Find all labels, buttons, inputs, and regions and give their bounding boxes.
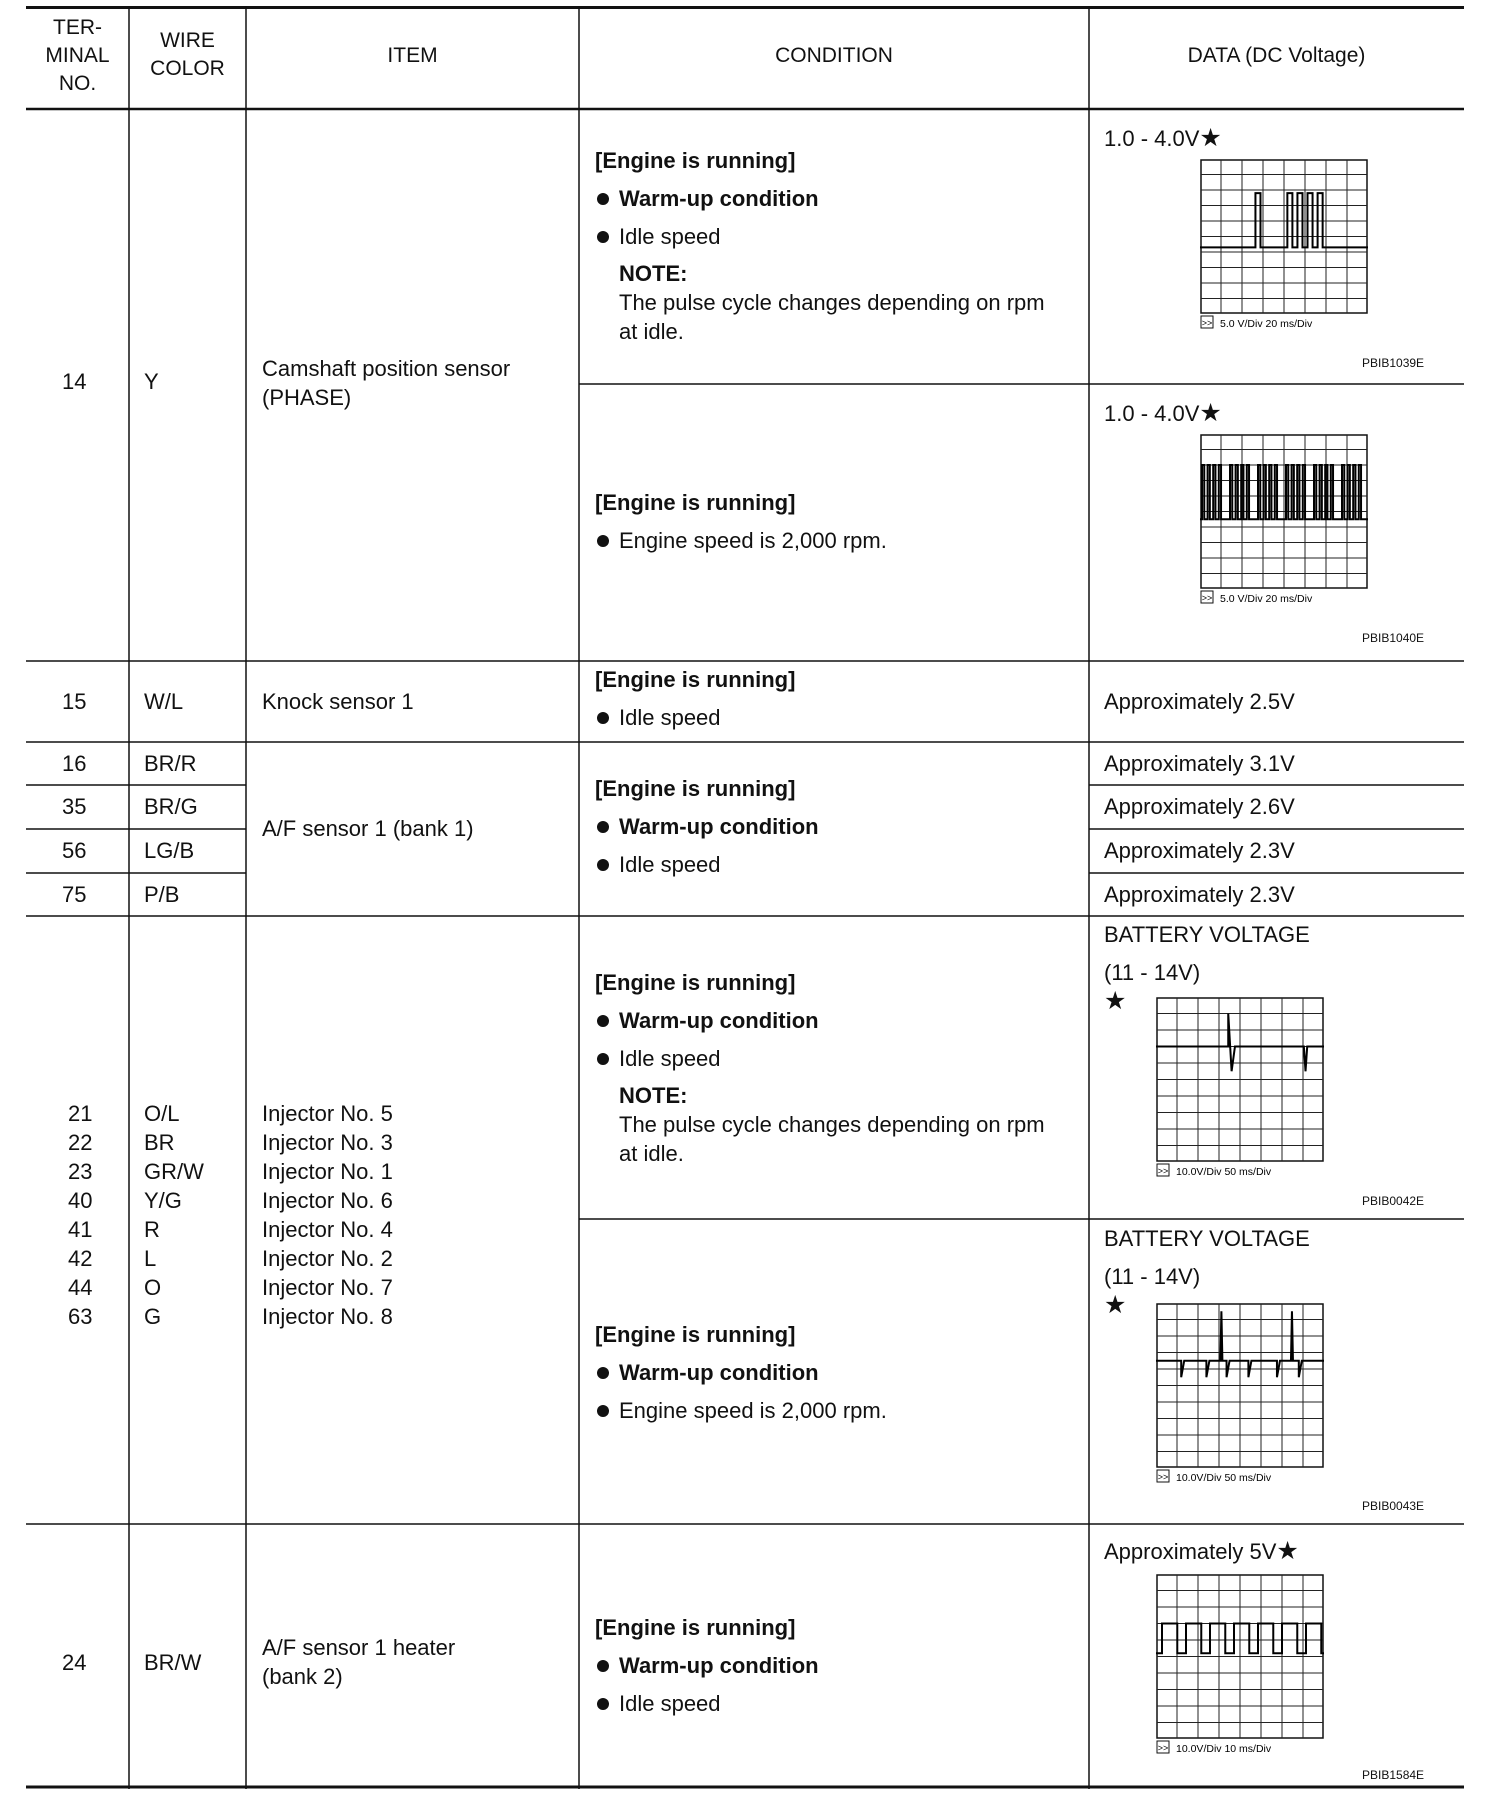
scope-scale-label: 5.0 V/Div 20 ms/Div [1220,593,1313,605]
wire-color: BR/G [144,794,198,819]
scope-marker-glyph: >> [1157,1743,1169,1753]
star-icon: ★ [1199,124,1222,152]
figure-code: PBIB0043E [1362,1499,1425,1513]
condition-title: [Engine is running] [595,1615,796,1640]
note-label: NOTE: [619,1083,688,1108]
condition-bullet: Engine speed is 2,000 rpm. [619,1398,887,1423]
wire-color: W/L [144,689,184,714]
oscilloscope-waveform [1200,159,1368,334]
figure-code: PBIB0042E [1362,1194,1425,1208]
data-value: 1.0 - 4.0V★ [1104,124,1222,152]
condition-bullet: Warm-up condition [619,1360,819,1385]
header-condition: CONDITION [775,44,893,67]
star-icon: ★ [1276,1537,1299,1565]
wire-color-list: O/L BR GR/W Y/G R L O G [144,1101,204,1329]
terminal-no-list: 21 22 23 40 41 42 44 63 [68,1101,93,1329]
header-wire-color: WIRE COLOR [150,29,225,80]
scope-scale-label: 10.0V/Div 10 ms/Div [1176,1743,1272,1755]
condition-bullet: Warm-up condition [619,1653,819,1678]
bullet-icon [597,1405,609,1417]
condition-title: [Engine is running] [595,490,796,515]
scope-scale-label: 10.0V/Div 50 ms/Div [1176,1166,1272,1178]
header-item: ITEM [387,44,438,67]
terminal-no: 15 [62,689,87,714]
item-name: Knock sensor 1 [262,689,414,714]
note-text: The pulse cycle changes depending on rpm at idle. [619,1112,1045,1166]
bullet-icon [597,1053,609,1065]
condition-bullet: Idle speed [619,705,721,730]
terminal-no: 56 [62,838,87,863]
bullet-icon [597,535,609,547]
condition-title: [Engine is running] [595,667,796,692]
data-value: Approximately 2.6V [1104,794,1295,819]
terminal-no: 24 [62,1650,87,1675]
condition-bullet: Warm-up condition [619,1008,819,1033]
scope-marker-glyph: >> [1157,1472,1169,1482]
bullet-icon [597,859,609,871]
star-icon: ★ [1104,987,1127,1015]
bullet-icon [597,193,609,205]
wire-color: BR/W [144,1650,202,1675]
scope-marker-glyph: >> [1157,1166,1169,1176]
terminal-data-table [26,6,1464,1789]
terminal-no: 75 [62,882,87,907]
terminal-no: 14 [62,369,87,394]
data-value: BATTERY VOLTAGE (11 - 14V) ★ [1104,922,1310,1015]
item-name: A/F sensor 1 (bank 1) [262,816,474,841]
oscilloscope-waveform [1156,1303,1324,1488]
scope-scale-label: 10.0V/Div 50 ms/Div [1176,1472,1272,1484]
condition-bullet: Idle speed [619,1691,721,1716]
header-terminal-no: TER- MINAL NO. [45,16,110,95]
data-value: Approximately 2.5V [1104,689,1295,714]
oscilloscope-waveform [1200,434,1368,609]
star-icon: ★ [1104,1291,1127,1319]
condition-title: [Engine is running] [595,1322,796,1347]
bullet-icon [597,1367,609,1379]
note-text: The pulse cycle changes depending on rpm at idle. [619,290,1045,344]
wire-color: P/B [144,882,180,907]
bullet-icon [597,1660,609,1672]
wire-color: BR/R [144,751,197,776]
oscilloscope-waveform [1156,997,1324,1182]
bullet-icon [597,1015,609,1027]
data-value: BATTERY VOLTAGE (11 - 14V) ★ [1104,1226,1310,1319]
star-icon: ★ [1199,399,1222,427]
header-data: DATA (DC Voltage) [1187,44,1366,67]
wire-color: LG/B [144,838,195,863]
figure-code: PBIB1040E [1362,631,1425,645]
item-name-list: Injector No. 5 Injector No. 3 Injector No. 1 Injector No. 6 Injector No. 4 Injector No. 2 Injector No. 7 Injector No. 8 [262,1101,393,1329]
scope-marker-glyph: >> [1201,318,1213,328]
terminal-no: 35 [62,794,87,819]
item-name: A/F sensor 1 heater (bank 2) [262,1635,456,1689]
data-value: Approximately 3.1V [1104,751,1295,776]
condition-bullet: Idle speed [619,852,721,877]
condition-bullet: Warm-up condition [619,814,819,839]
bullet-icon [597,712,609,724]
terminal-no: 16 [62,751,87,776]
data-value: Approximately 2.3V [1104,882,1295,907]
bullet-icon [597,1698,609,1710]
figure-code: PBIB1039E [1362,356,1425,370]
condition-title: [Engine is running] [595,776,796,801]
bullet-icon [597,231,609,243]
data-value: Approximately 2.3V [1104,838,1295,863]
oscilloscope-waveform [1156,1574,1324,1759]
figure-code: PBIB1584E [1362,1768,1425,1782]
wire-color: Y [144,369,159,394]
scope-scale-label: 5.0 V/Div 20 ms/Div [1220,318,1313,330]
condition-title: [Engine is running] [595,970,796,995]
condition-bullet: Warm-up condition [619,186,819,211]
scope-marker-glyph: >> [1201,593,1213,603]
item-name: Camshaft position sensor (PHASE) [262,356,511,410]
condition-bullet: Engine speed is 2,000 rpm. [619,528,887,553]
condition-bullet: Idle speed [619,1046,721,1071]
bullet-icon [597,821,609,833]
condition-title: [Engine is running] [595,148,796,173]
data-value: 1.0 - 4.0V★ [1104,399,1222,427]
data-value: Approximately 5V★ [1104,1537,1299,1565]
note-label: NOTE: [619,261,688,286]
condition-bullet: Idle speed [619,224,721,249]
